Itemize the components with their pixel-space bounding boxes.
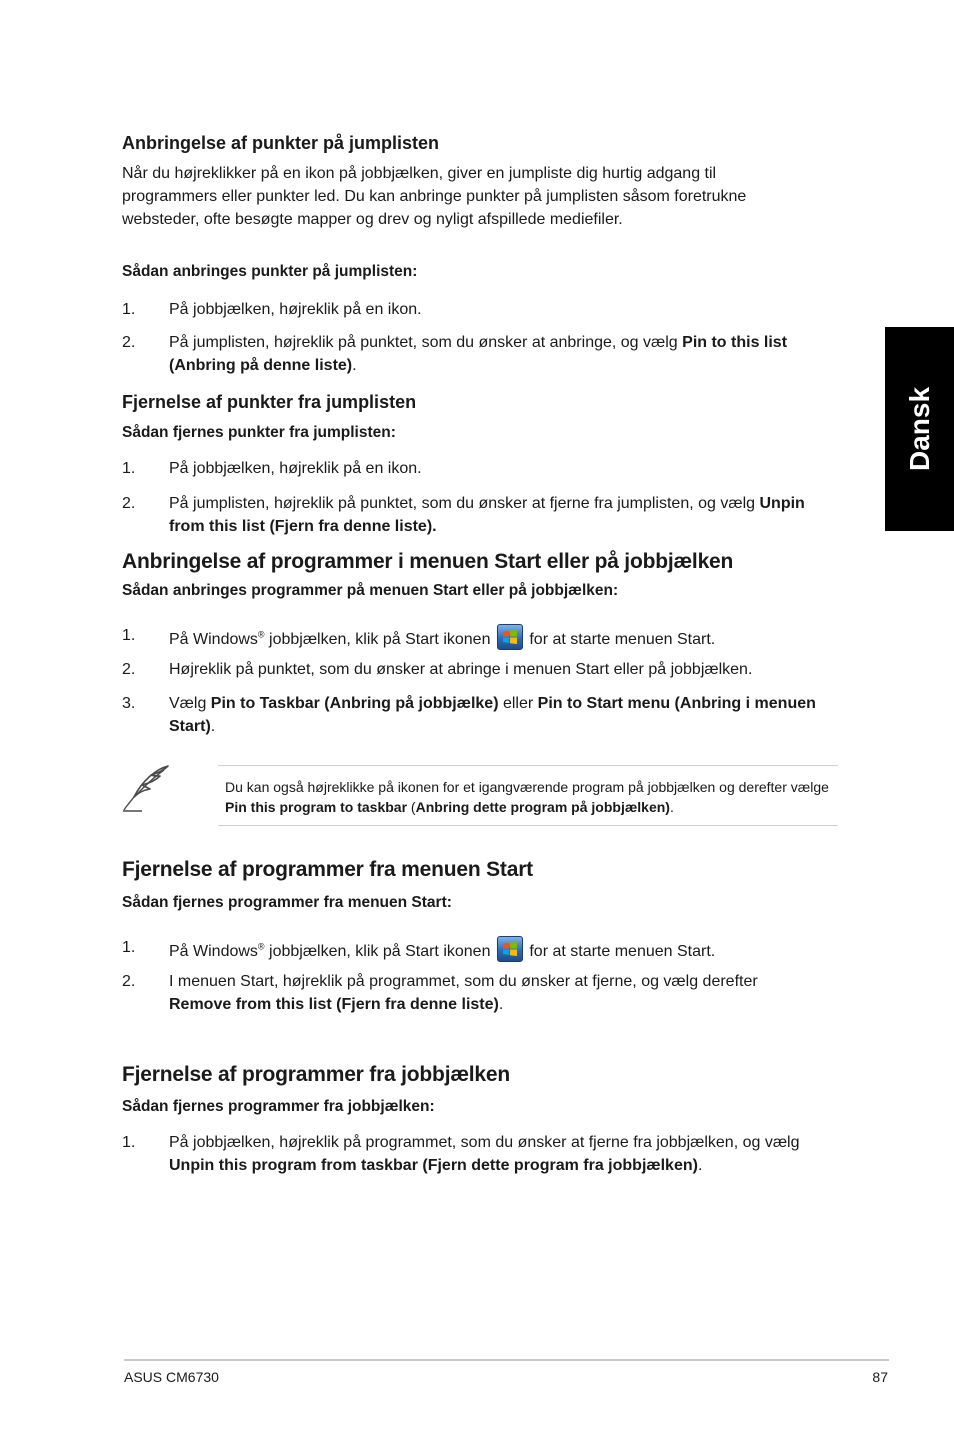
menu-command: Unpin this program from taskbar (Fjern dette program fra jobbjælken) (169, 1157, 698, 1174)
windows-start-icon (497, 624, 523, 650)
step-number: 3. (122, 695, 136, 712)
step-number: 1. (122, 460, 136, 477)
step-number: 1. (122, 939, 136, 956)
language-side-tab (885, 327, 954, 531)
section-heading-pin-jumplist: Anbringelse af punkter på jumplisten (122, 133, 440, 153)
step-text: På Windows® jobbjælken, klik på Start ikonen for at starte menuen Start. (169, 936, 819, 963)
note-text: Du kan også højreklikke på ikonen for et igangværende program på jobbjælken og derefter vælge Pin this program to taskbar (Anbring dette program på jobbjælken). (225, 779, 829, 815)
page-number: 87 (872, 1369, 888, 1385)
section-intro-paragraph: Når du højreklikker på en ikon på jobbjælken, giver en jumpliste dig hurtig adgang til programmers eller punkter led. Du kan anbringe punkter på jumplisten såsom foretrukne websteder, ofte besøgte mapper og drev og nyligt afspillede mediefiler. (122, 165, 747, 228)
side-tab-label: Dansk (903, 386, 935, 472)
step-text: På jobbjælken, højreklik på en ikon. (169, 460, 422, 477)
feather-pen-icon (120, 763, 174, 817)
note-top-rule (218, 765, 838, 766)
step-text: Højreklik på punktet, som du ønsker at abringe i menuen Start eller på jobbjælken. (169, 661, 753, 678)
howto-label-remove-taskbar: Sådan fjernes programmer fra jobbjælken: (122, 1098, 435, 1115)
section-heading-remove-taskbar: Fjernelse af programmer fra jobbjælken (122, 1063, 511, 1086)
step-number: 2. (122, 334, 136, 351)
footer-rule (124, 1359, 889, 1361)
step-text: På jobbjælken, højreklik på en ikon. (169, 301, 422, 318)
menu-command: Pin to Start menu (Anbring i menuen Start) (169, 695, 816, 735)
step-text: I menuen Start, højreklik på programmet, som du ønsker at fjerne, og vælg derefter Remove from this list (Fjern fra denne liste). (169, 973, 758, 1013)
howto-label-pin-programs: Sådan anbringes programmer på menuen Start eller på jobbjælken: (122, 582, 619, 599)
section-heading-unpin-jumplist: Fjernelse af punkter fra jumplisten (122, 392, 417, 412)
step-number: 1. (122, 301, 136, 318)
menu-command: Remove from this list (Fjern fra denne liste) (169, 996, 499, 1013)
step-number: 1. (122, 627, 136, 644)
note-bottom-rule (218, 825, 838, 826)
step-number: 1. (122, 1134, 136, 1151)
step-text: På jumplisten, højreklik på punktet, som du ønsker at anbringe, og vælg Pin to this list (Anbring på denne liste). (169, 334, 788, 374)
footer-model-name: ASUS CM6730 (124, 1369, 219, 1385)
howto-label-pin-jumplist: Sådan anbringes punkter på jumplisten: (122, 263, 418, 280)
step-text: Vælg Pin to Taskbar (Anbring på jobbjælke) eller Pin to Start menu (Anbring i menuen Start). (169, 695, 816, 735)
step-text: På Windows® jobbjælken, klik på Start ikonen for at starte menuen Start. (169, 624, 819, 651)
section-heading-pin-programs: Anbringelse af programmer i menuen Start eller på jobbjælken (122, 550, 734, 573)
windows-start-icon (497, 936, 523, 962)
menu-command: Unpin from this list (Fjern fra denne liste). (169, 495, 805, 535)
step-number: 2. (122, 495, 136, 512)
step-number: 2. (122, 973, 136, 990)
step-text: På jumplisten, højreklik på punktet, som du ønsker at fjerne fra jumplisten, og vælg Unpin from this list (Fjern fra denne liste). (169, 495, 805, 535)
howto-label-remove-start: Sådan fjernes programmer fra menuen Start: (122, 894, 452, 911)
menu-command: Pin to this list (Anbring på denne liste) (169, 334, 788, 374)
step-text: På jobbjælken, højreklik på programmet, som du ønsker at fjerne fra jobbjælken, og vælg Unpin this program from taskbar (Fjern dette program fra jobbjælken). (169, 1134, 800, 1174)
menu-command: Pin to Taskbar (Anbring på jobbjælke) (210, 695, 499, 712)
step-number: 2. (122, 661, 136, 678)
howto-label-unpin-jumplist: Sådan fjernes punkter fra jumplisten: (122, 424, 396, 441)
section-heading-remove-start: Fjernelse af programmer fra menuen Start (122, 858, 533, 881)
